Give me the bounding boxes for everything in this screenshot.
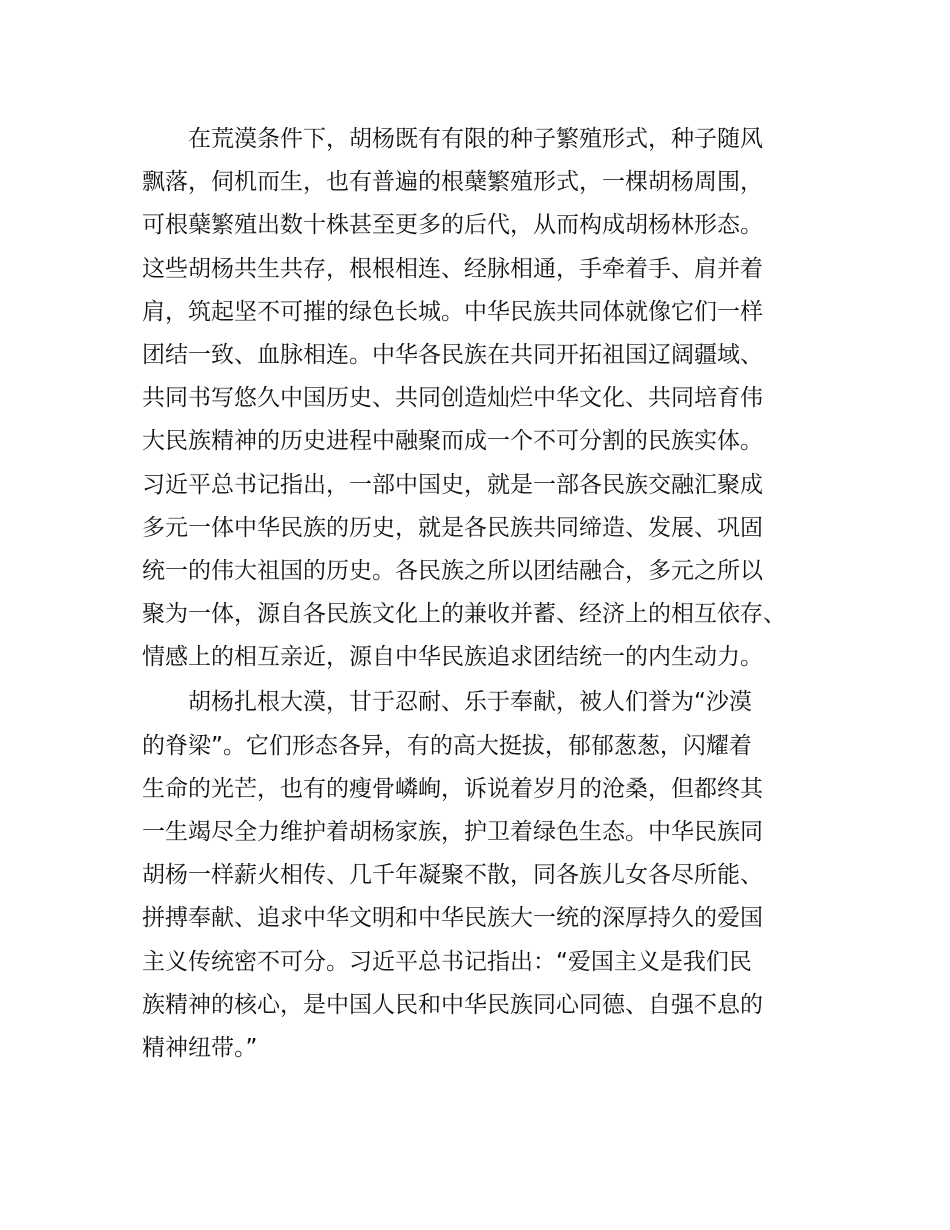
paragraph-1 [142, 118, 832, 679]
paragraph-2 [142, 681, 832, 1070]
paragraph-line: 胡杨一样薪火相传、几千年凝聚不散，同各族儿女各尽所能、 [142, 862, 763, 889]
paragraph-line: 胡杨扎根大漠，甘于忍耐、乐于奉献，被人们誉为“沙漠 [188, 689, 752, 716]
document-body [142, 118, 832, 1070]
paragraph-line: 的脊梁”。它们形态各异，有的高大挺拔，郁郁葱葱，闪耀着 [142, 732, 752, 759]
paragraph-line: 主义传统密不可分。习近平总书记指出：“爱国主义是我们民 [142, 948, 752, 975]
paragraph-line: 肩，筑起坚不可摧的绿色长城。中华民族共同体就像它们一样 [142, 298, 763, 325]
paragraph-line: 族精神的核心，是中国人民和中华民族同心同德、自强不息的 [142, 991, 763, 1018]
paragraph-line: 拼搏奉献、追求中华文明和中华民族大一统的深厚持久的爱国 [142, 905, 763, 932]
paragraph-line: 飘落，伺机而生，也有普遍的根蘖繁殖形式，一棵胡杨周围， [142, 169, 763, 196]
paragraph-line: 生命的光芒，也有的瘦骨嶙峋，诉说着岁月的沧桑，但都终其 [142, 775, 763, 802]
paragraph-line: 可根蘖繁殖出数十株甚至更多的后代，从而构成胡杨林形态。 [142, 212, 763, 239]
paragraph-line: 习近平总书记指出，一部中国史，就是一部各民族交融汇聚成 [142, 471, 763, 498]
paragraph-line: 情感上的相互亲近，源自中华民族追求团结统一的内生动力。 [142, 644, 763, 671]
paragraph-line: 这些胡杨共生共存，根根相连、经脉相通，手牵着手、肩并着 [142, 255, 763, 282]
paragraph-line: 共同书写悠久中国历史、共同创造灿烂中华文化、共同培育伟 [142, 385, 763, 412]
paragraph-line: 在荒漠条件下，胡杨既有有限的种子繁殖形式，种子随风 [188, 126, 763, 152]
paragraph-line: 聚为一体，源自各民族文化上的兼收并蓄、经济上的相互依存、 [142, 601, 786, 628]
paragraph-line: 一生竭尽全力维护着胡杨家族，护卫着绿色生态。中华民族同 [142, 819, 763, 845]
paragraph-line: 统一的伟大祖国的历史。各民族之所以团结融合，多元之所以 [142, 557, 763, 584]
paragraph-line: 大民族精神的历史进程中融聚而成一个不可分割的民族实体。 [142, 428, 763, 455]
paragraph-line: 精神纽带。” [142, 1034, 258, 1061]
paragraph-line: 团结一致、血脉相连。中华各民族在共同开拓祖国辽阔疆域、 [142, 341, 763, 368]
paragraph-line: 多元一体中华民族的历史，就是各民族共同缔造、发展、巩固 [142, 514, 763, 541]
